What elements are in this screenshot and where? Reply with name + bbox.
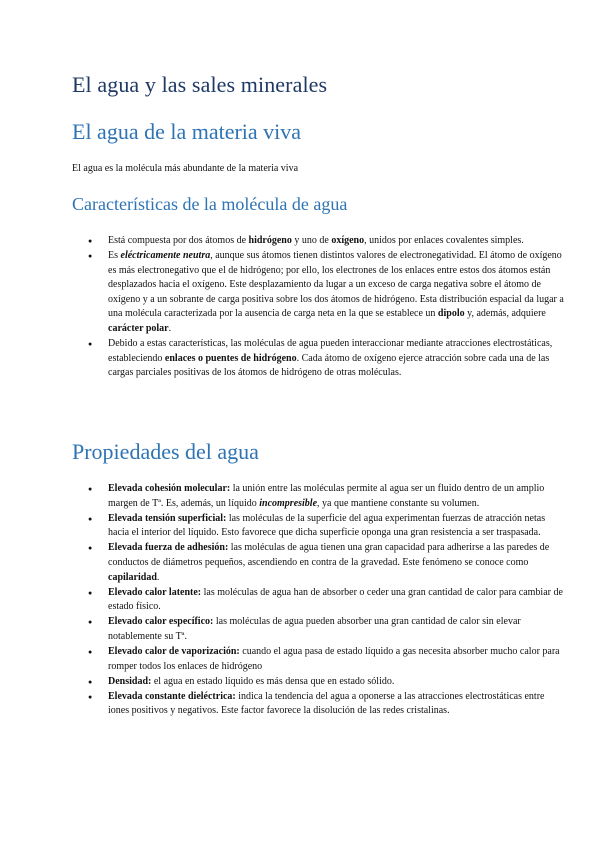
list-item: ● Elevada cohesión molecular: la unión entre las moléculas permite al agua ser un fluido dentro de un amplio margen de Tª. Es, además, un líquido incompresible, ya que mantiene constante su volumen. [108, 482, 568, 511]
list-item: ● Está compuesta por dos átomos de hidrógeno y uno de oxígeno, unidos por enlaces covalentes simples. [108, 234, 568, 249]
list-item: ● Elevada constante dieléctrica: indica la tendencia del agua a oponerse a las atracciones electrostáticas entre iones positivos y negativos. Este factor favorece la disolución de las redes cristalinas. [108, 690, 568, 719]
list-item: ● Elevada tensión superficial: las moléculas de la superficie del agua experimentan fuerzas de atracción netas hacia el interior del líquido. Esto favorece que dicha superficie oponga una gran resistencia a ser traspasada. [108, 512, 568, 541]
list-item: ● Elevada fuerza de adhesión: las moléculas de agua tienen una gran capacidad para adherirse a las paredes de conductos de diámetros pequeños, ascendiendo en contra de la gravedad. Este fenómeno se conoce como capilaridad. [108, 541, 568, 585]
document-title: El agua y las sales minerales [72, 72, 328, 97]
section-heading-materia-viva: El agua de la materia viva [72, 119, 302, 144]
characteristics-list [72, 234, 568, 381]
list-item: ● Densidad: el agua en estado líquido es más densa que en estado sólido. [108, 675, 568, 690]
list-item: ● Debido a estas características, las moléculas de agua pueden interaccionar mediante atracciones electrostáticas, estableciendo enlaces o puentes de hidrógeno. Cada átomo de oxígeno ejerce atracción sobre cada una de las cargas parciales positivas de los átomos de hidrógeno de otras moléculas. [108, 337, 568, 381]
list-item: ● Elevado calor de vaporización: cuando el agua pasa de estado líquido a gas necesita absorber mucho calor para romper todos los enlaces de hidrógeno [108, 645, 568, 674]
subsection-heading-caracteristicas: Características de la molécula de agua [72, 194, 348, 214]
list-item: ● Elevado calor específico: las moléculas de agua pueden absorber una gran cantidad de calor sin elevar notablemente su Tª. [108, 615, 568, 644]
section-heading-propiedades: Propiedades del agua [72, 439, 259, 464]
intro-paragraph: El agua es la molécula más abundante de la materia viva [72, 163, 299, 174]
properties-list [72, 482, 568, 720]
list-item: ● Es eléctricamente neutra, aunque sus átomos tienen distintos valores de electronegatividad. El átomo de oxígeno es más electronegativo que el de hidrógeno; por ello, los electrones de los enlaces entre estos dos átomos están desplazados hacia el oxígeno. Este desplazamiento da lugar a un exceso de carga negativa sobre el átomo de oxígeno y a un sobrante de carga positiva sobre los dos átomos de hidrógeno. Esta distribución espacial da lugar a una molécula caracterizada por la ausencia de carga neta en la que se establece un dipolo y, además, adquiere carácter polar. [108, 249, 568, 337]
list-item: ● Elevado calor latente: las moléculas de agua han de absorber o ceder una gran cantidad de calor para cambiar de estado físico. [108, 586, 568, 615]
